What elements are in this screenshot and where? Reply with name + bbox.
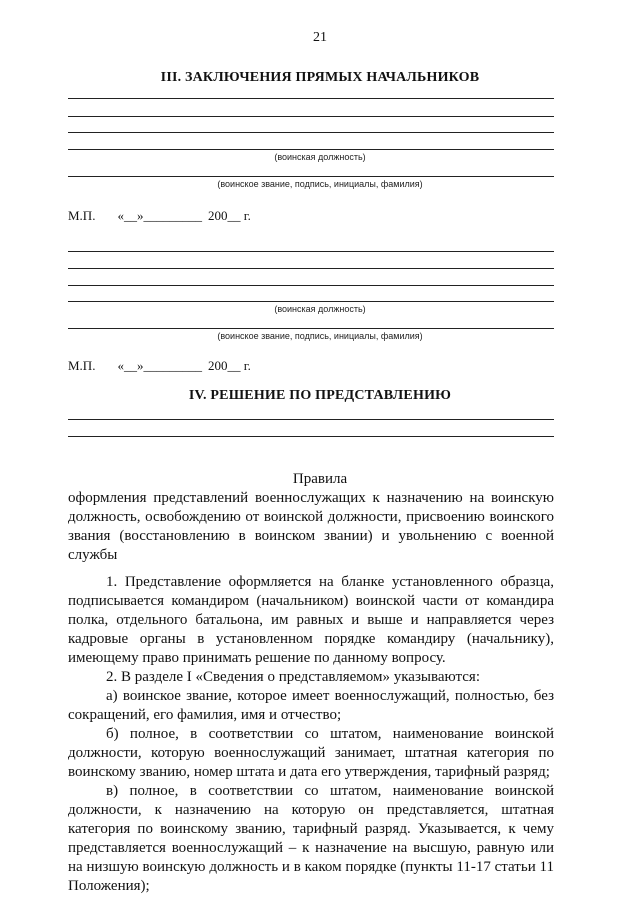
rules-paragraph: в) полное, в соответствии со штатом, наименование воинской должности, к назначению на которую он представляется, штатная категория по воинскому званию, тарифный разряд. Указывается, к чему представляется военнослужащий – к назначение на высшую, равную или на низшую воинскую должность и в каком порядке (пункты 11-17 статьи 11 Положения); xyxy=(68,783,554,894)
rules-title: Правила xyxy=(292,471,348,487)
stamp-date-row xyxy=(68,208,251,224)
section4-heading: IV. РЕШЕНИЕ ПО ПРЕДСТАВЛЕНИЮ xyxy=(188,388,452,403)
date-day: «__» xyxy=(117,208,144,223)
date-day: «__» xyxy=(117,358,144,373)
signature-caption: (воинское звание, подпись, инициалы, фамилия) xyxy=(217,179,423,189)
blank-line xyxy=(68,301,554,302)
position-caption: (воинская должность) xyxy=(274,304,366,314)
rules-paragraph: 1. Представление оформляется на бланке установленного образца, подписывается командиром (начальником) воинской части от командира полка, отдельного батальона, им равных и выше и направляется через кадровые органы в установленном порядке командиру (начальнику), имеющему право принимать решение по данному вопросу. xyxy=(68,574,554,666)
rules-paragraph: 2. В разделе I «Сведения о представляемом» указываются: xyxy=(106,669,480,685)
blank-line xyxy=(68,116,554,117)
blank-line xyxy=(68,98,554,99)
blank-line xyxy=(68,268,554,269)
stamp-label: М.П. xyxy=(68,358,96,373)
blank-line xyxy=(68,132,554,133)
blank-line xyxy=(68,285,554,286)
position-caption: (воинская должность) xyxy=(274,152,366,162)
rules-subtitle: оформления представлений военнослужащих к назначению на воинскую должность, освобождению от воинской должности, присвоению воинского звания (восстановлению в воинском звании) и увольнению с военной службы xyxy=(68,490,554,563)
signature-caption: (воинское звание, подпись, инициалы, фамилия) xyxy=(217,331,423,341)
blank-line xyxy=(68,176,554,177)
date-year: 200__ г. xyxy=(207,358,251,373)
rules-paragraph: б) полное, в соответствии со штатом, наименование воинской должности, которую военнослужащий занимает, штатная категория по воинскому званию, номер штата и дата его утверждения, тарифный разряд; xyxy=(68,726,554,780)
stamp-date-row xyxy=(68,358,251,374)
blank-line xyxy=(68,436,554,437)
blank-line xyxy=(68,149,554,150)
rules-body xyxy=(68,573,554,896)
rules-paragraph: а) воинское звание, которое имеет военнослужащий, полностью, без сокращений, его фамилия, имя и отчество; xyxy=(68,688,554,723)
page-number: 21 xyxy=(313,30,327,45)
stamp-label: М.П. xyxy=(68,208,96,223)
date-month-blank: _________ xyxy=(143,358,202,373)
date-month-blank: _________ xyxy=(143,208,202,223)
section3-heading: III. ЗАКЛЮЧЕНИЯ ПРЯМЫХ НАЧАЛЬНИКОВ xyxy=(160,70,480,85)
date-year: 200__ г. xyxy=(207,208,251,223)
blank-line xyxy=(68,328,554,329)
blank-line xyxy=(68,251,554,252)
blank-line xyxy=(68,419,554,420)
